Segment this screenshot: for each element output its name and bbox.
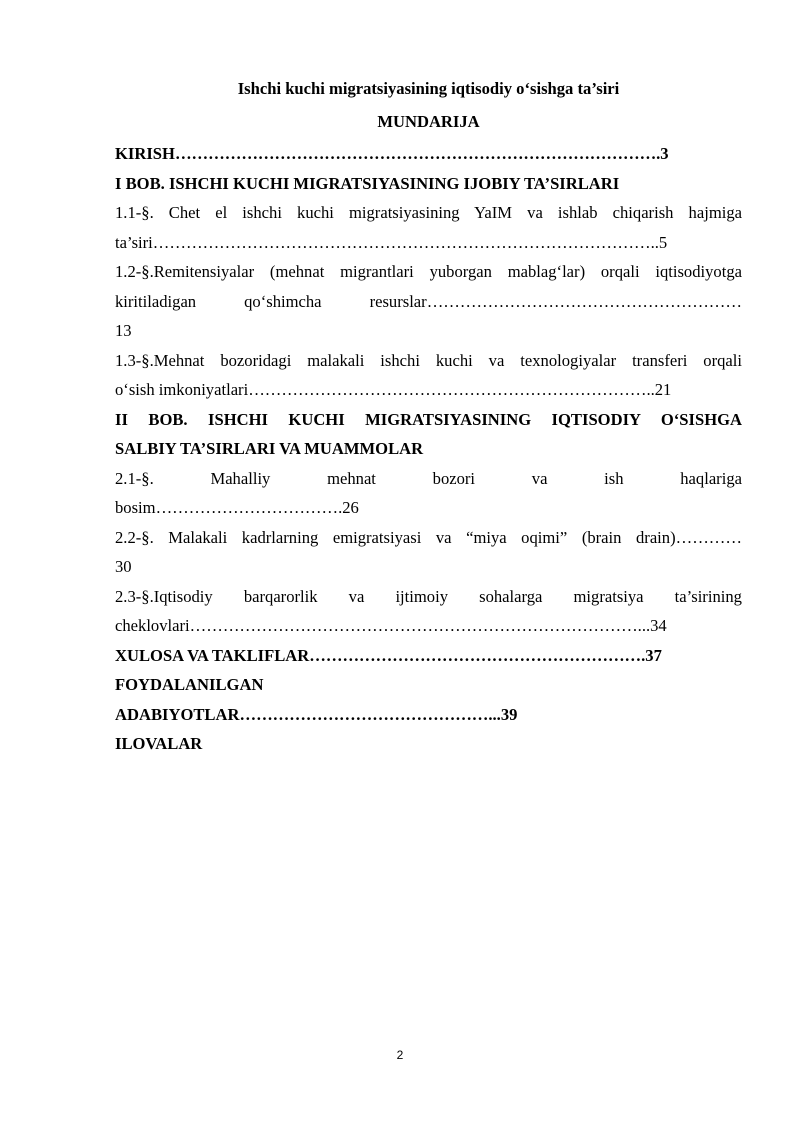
- toc-entry-2-2-page[interactable]: 30: [115, 557, 132, 576]
- toc-word: ish: [604, 468, 624, 488]
- toc-entry-1-1-line1[interactable]: 1.1-§. Chet el ishchi kuchi migratsiyasining YaIM va ishlab chiqarish hajmiga: [115, 203, 742, 222]
- toc-entry-xulosa[interactable]: XULOSA VA TAKLIFLAR…………………………………………………….37: [115, 645, 662, 665]
- toc-word: 2.3-§.Iqtisodiy: [115, 586, 213, 606]
- toc-entry-foydalanilgan-line1[interactable]: FOYDALANILGAN: [115, 675, 264, 694]
- toc-entry-foydalanilgan-line2[interactable]: ADABIYOTLAR………………………………………...39: [115, 704, 518, 724]
- page-number: 2: [396, 1048, 404, 1062]
- chapter-2-title-rest: . ISHCHI KUCHI MIGRATSIYASINING IQTISODIY O‘SISHGA: [183, 409, 742, 429]
- document-title: Ishchi kuchi migratsiyasining iqtisodiy o‘sishga ta’siri: [237, 79, 620, 98]
- toc-entry-2-3-line1[interactable]: [115, 582, 742, 612]
- toc-chapter-1-title[interactable]: I BOB. ISHCHI KUCHI MIGRATSIYASINING IJOBIY TA’SIRLARI: [115, 173, 620, 193]
- toc-word: barqarorlik: [243, 586, 318, 606]
- toc-word: sohalarga: [479, 586, 543, 606]
- toc-word: qo‘shimcha: [244, 291, 322, 311]
- toc-entry-1-2-page[interactable]: 13: [115, 321, 132, 340]
- toc-chapter-2-title-line1[interactable]: [115, 405, 742, 435]
- toc-entry-2-3-line2[interactable]: cheklovlari………………………………………………………………………...34: [115, 616, 667, 635]
- toc-entry-1-2-line1[interactable]: 1.2-§.Remitensiyalar (mehnat migrantlari yuborgan mablag‘lar) orqali iqtisodiyotga: [115, 262, 742, 281]
- toc-word: ijtimoiy: [395, 586, 448, 606]
- table-of-contents: [115, 139, 742, 759]
- toc-chapter-2-title-line2[interactable]: SALBIY TA’SIRLARI VA MUAMMOLAR: [115, 439, 424, 458]
- chapter-2-prefix: II BOB: [115, 409, 184, 429]
- toc-word: mehnat: [327, 468, 376, 488]
- toc-word: va: [531, 468, 548, 488]
- toc-entry-2-1-line2[interactable]: bosim…………………………….26: [115, 498, 359, 517]
- toc-entry-1-2-line2[interactable]: [115, 287, 742, 317]
- toc-word: ta’sirining: [674, 586, 742, 606]
- toc-word: resurslar…………………………………………………: [369, 291, 742, 311]
- toc-word: Mahalliy: [210, 468, 271, 488]
- toc-word: 2.1-§.: [115, 468, 154, 488]
- toc-entry-1-3-line2[interactable]: o‘sish imkoniyatlari………………………………………………………………..21: [115, 380, 672, 399]
- toc-entry-ilovalar[interactable]: ILOVALAR: [115, 734, 203, 753]
- document-body: [115, 74, 742, 759]
- toc-word: migratsiya: [573, 586, 644, 606]
- toc-entry-2-1-line1[interactable]: [115, 464, 742, 494]
- toc-word: haqlariga: [680, 468, 742, 488]
- toc-word: va: [348, 586, 365, 606]
- toc-entry-2-2-line1[interactable]: 2.2-§. Malakali kadrlarning emigratsiyasi va “miya oqimi” (brain drain)…………: [115, 527, 742, 547]
- toc-entry-1-3-line1[interactable]: 1.3-§.Mehnat bozoridagi malakali ishchi kuchi va texnologiyalar transferi orqali: [115, 350, 742, 370]
- toc-entry-kirish[interactable]: KIRISH…………………………………………………………………………….3: [115, 144, 669, 163]
- toc-word: bozori: [432, 468, 476, 488]
- toc-heading: MUNDARIJA: [377, 112, 480, 131]
- toc-word: kiritiladigan: [115, 291, 197, 311]
- toc-entry-1-1-line2[interactable]: ta’siri………………………………………………………………………………..5: [115, 232, 668, 252]
